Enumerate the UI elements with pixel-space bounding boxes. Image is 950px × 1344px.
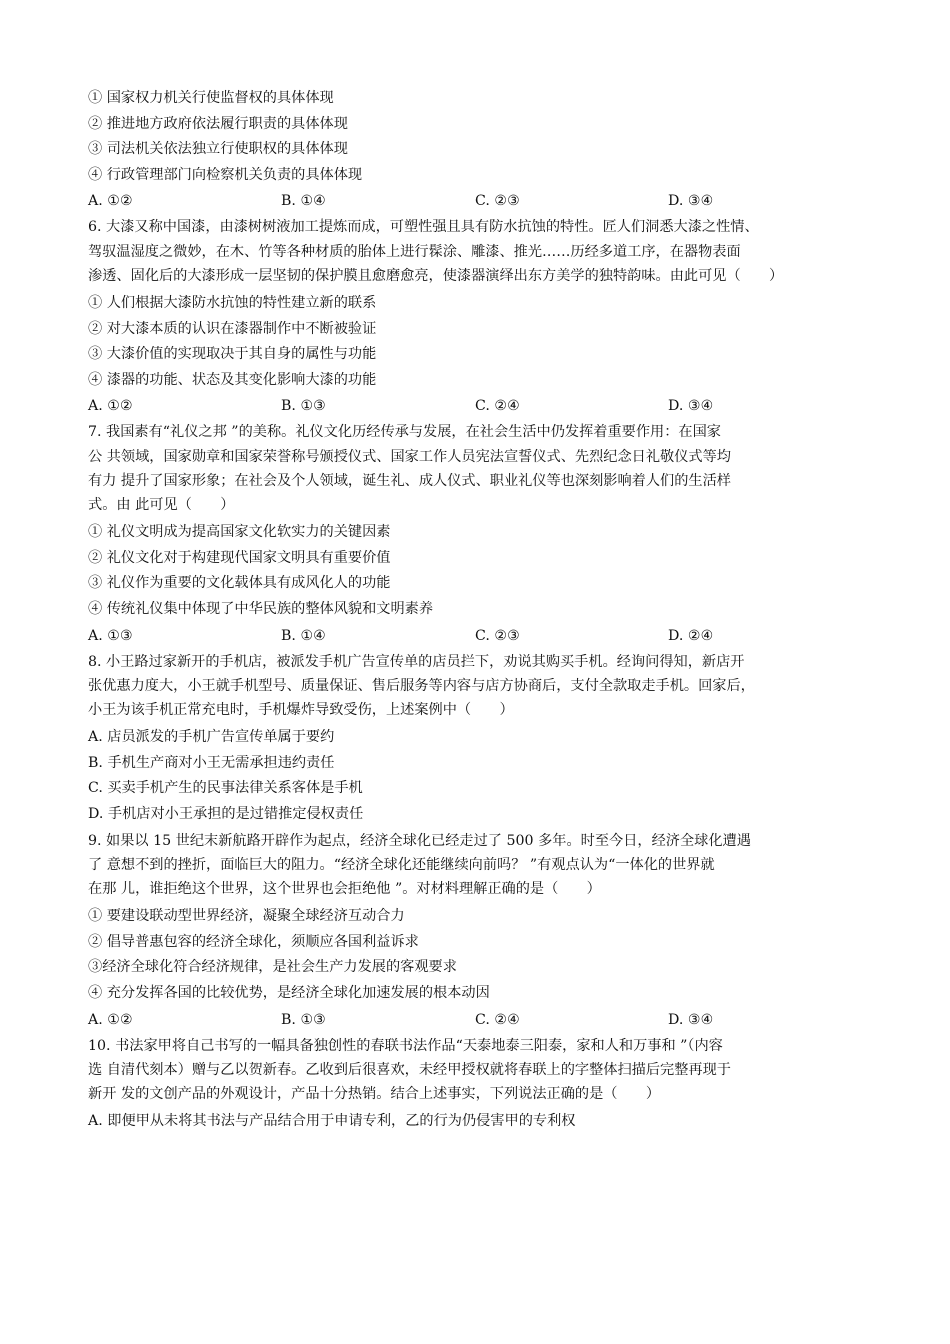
option-line: ③ 司法机关依法独立行使职权的具体体现 [88, 141, 348, 158]
question-stem [88, 215, 873, 288]
option-line: ④ 充分发挥各国的比较优势，是经济全球化加速发展的根本动因 [88, 984, 490, 1001]
choice-c: C. ②③ [475, 627, 520, 644]
stem-line: 张优惠力度大，小王就手机型号、质量保证、售后服务等内容与店方协商后，支付全款取走手机。回家后， [88, 677, 755, 694]
choice-b: B. ①③ [281, 398, 326, 415]
choice-a: A. ①② [88, 398, 133, 415]
option-line: B. 手机生产商对小王无需承担违约责任 [88, 754, 335, 771]
option-line: ① 国家权力机关行使监督权的具体体现 [88, 90, 334, 106]
option-line: ② 推进地方政府依法履行职责的具体体现 [88, 115, 348, 132]
stem-line: 7. 我国素有“礼仪之邦 ”的美称。礼仪文化历经传承与发展，在社会生活中仍发挥着重要作用：在国家 [88, 424, 721, 441]
choice-d: D. ③④ [668, 1011, 714, 1028]
option-line: ① 礼仪文明成为提高国家文化软实力的关键因素 [88, 524, 391, 541]
option-line: ② 倡导普惠包容的经济全球化，须顺应各国利益诉求 [88, 933, 419, 950]
choice-c: C. ②③ [475, 193, 520, 210]
question-stem [88, 1034, 873, 1107]
question-stem [88, 829, 873, 902]
option-line: ③ 大漆价值的实现取决于其自身的属性与功能 [88, 346, 377, 363]
question-6 [88, 215, 873, 419]
stem-line: 9. 如果以 15 世纪末新航路开辟作为起点，经济全球化已经走过了 500 多年。时至今日，经济全球化遭遇 [88, 832, 751, 849]
stem-line: 新开 发的文创产品的外观设计，产品十分热销。结合上述事实，下列说法正确的是（ ） [88, 1085, 661, 1102]
stem-line: 6. 大漆又称中国漆，由漆树树液加工提炼而成，可塑性强且具有防水抗蚀的特性。匠人们洞悉大漆之性情、 [88, 219, 759, 236]
stem-line: 有力 提升了国家形象；在社会及个人领域，诞生礼、成人仪式、职业礼仪等也深刻影响着人们的生活样 [88, 472, 731, 489]
choice-c: C. ②④ [475, 1011, 520, 1028]
stem-line: 选 自清代刻本）赠与乙以贺新春。乙收到后很喜欢，未经甲授权就将春联上的字整体扫描后完整再现于 [88, 1061, 731, 1078]
option-line: ① 要建设联动型世界经济，凝聚全球经济互动合力 [88, 908, 405, 925]
option-line: ④ 传统礼仪集中体现了中华民族的整体风貌和文明素养 [88, 600, 434, 617]
option-line: ③ 礼仪作为重要的文化载体具有成风化人的功能 [88, 575, 391, 592]
choice-b: B. ①③ [281, 1011, 326, 1028]
choice-a: A. ①② [88, 193, 133, 210]
choice-c: C. ②④ [475, 398, 520, 415]
stem-line: 10. 书法家甲将自己书写的一幅具备独创性的春联书法作品“天泰地泰三阳泰，家和人和万事和 ”（内容 [88, 1037, 723, 1054]
stem-line: 了 意想不到的挫折，面临巨大的阻力。“经济全球化还能继续向前吗？ ”有观点认为“一体化的世界就 [88, 856, 715, 873]
stem-line: 驾驭温湿度之微妙，在木、竹等各种材质的胎体上进行髹涂、雕漆、推光……历经多道工序，在器物表面 [88, 243, 741, 260]
option-line: ④ 漆器的功能、状态及其变化影响大漆的功能 [88, 371, 377, 388]
stem-line: 式。由 此可见（ ） [88, 496, 235, 513]
option-line: D. 手机店对小王承担的是过错推定侵权责任 [88, 805, 364, 822]
question-stem [88, 650, 873, 723]
option-line: ③经济全球化符合经济规律，是社会生产力发展的客观要求 [88, 959, 457, 976]
option-line: ② 礼仪文化对于构建现代国家文明具有重要价值 [88, 549, 391, 566]
stem-line: 渗透、固化后的大漆形成一层坚韧的保护膜且愈磨愈亮，使漆器演绎出东方美学的独特韵味。由此可见（ ） [88, 267, 784, 284]
answer-choices [88, 393, 873, 419]
choice-d: D. ②④ [668, 627, 714, 644]
option-line: A. 店员派发的手机广告宣传单属于要约 [88, 729, 335, 746]
choice-a: A. ①② [88, 1011, 133, 1028]
option-line: C. 买卖手机产生的民事法律关系客体是手机 [88, 780, 363, 797]
stem-line: 8. 小王路过家新开的手机店，被派发手机广告宣传单的店员拦下，劝说其购买手机。经询问得知，新店开 [88, 653, 745, 670]
question-8 [88, 650, 873, 828]
choice-a: A. ①③ [88, 627, 133, 644]
question-7 [88, 420, 873, 648]
stem-line: 在那 儿，谁拒绝这个世界，这个世界也会拒绝他 ”。对材料理解正确的是（ ） [88, 880, 601, 897]
option-line: ① 人们根据大漆防水抗蚀的特性建立新的联系 [88, 294, 377, 311]
question-10 [88, 1034, 873, 1135]
question-9 [88, 829, 873, 1033]
question-stem [88, 420, 873, 517]
option-line: ④ 行政管理部门向检察机关负责的具体体现 [88, 166, 363, 183]
option-line: A. 即便甲从未将其书法与产品结合用于申请专利，乙的行为仍侵害甲的专利权 [88, 1113, 576, 1130]
stem-line: 小王为该手机正常充电时，手机爆炸导致受伤，上述案例中（ ） [88, 701, 514, 718]
option-line: ② 对大漆本质的认识在漆器制作中不断被验证 [88, 320, 377, 337]
answer-choices [88, 188, 873, 214]
choice-b: B. ①④ [281, 627, 326, 644]
question-5 [88, 86, 873, 214]
stem-line: 公 共领域，国家勋章和国家荣誉称号颁授仪式、国家工作人员宪法宣誓仪式、先烈纪念日礼敬仪式等均 [88, 448, 731, 465]
exam-page [88, 86, 873, 1135]
choice-b: B. ①④ [281, 193, 326, 210]
choice-d: D. ③④ [668, 193, 714, 210]
choice-d: D. ③④ [668, 398, 714, 415]
answer-choices [88, 623, 873, 649]
answer-choices [88, 1007, 873, 1033]
